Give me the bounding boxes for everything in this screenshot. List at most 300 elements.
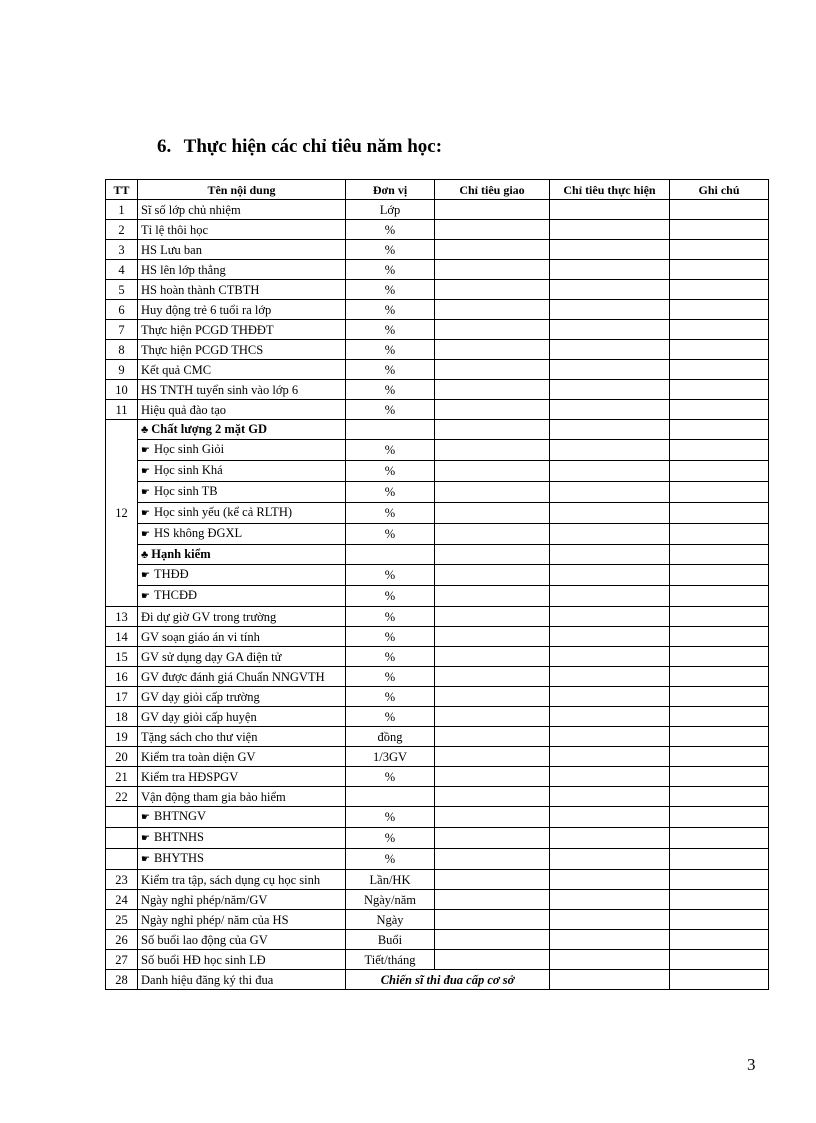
row-unit: % [346, 503, 435, 524]
row-number: 4 [106, 260, 138, 280]
row-name: Đi dự giờ GV trong trường [138, 607, 346, 627]
table-row [106, 545, 769, 565]
pointing-hand-icon: ☛ [141, 445, 150, 456]
actual-cell [550, 849, 670, 870]
note-cell [670, 970, 769, 990]
row-name: GV soạn giáo án vi tính [138, 627, 346, 647]
target-cell [435, 220, 550, 240]
row-number: 27 [106, 950, 138, 970]
target-cell [435, 503, 550, 524]
table-row [106, 380, 769, 400]
note-cell [670, 687, 769, 707]
actual-cell [550, 360, 670, 380]
row-number: 28 [106, 970, 138, 990]
actual-cell [550, 461, 670, 482]
header-target: Chỉ tiêu giao [435, 180, 550, 200]
actual-cell [550, 260, 670, 280]
row-number: 7 [106, 320, 138, 340]
actual-cell [550, 687, 670, 707]
target-cell [435, 647, 550, 667]
actual-cell [550, 950, 670, 970]
target-cell [435, 400, 550, 420]
row-number: 11 [106, 400, 138, 420]
group-title [138, 545, 346, 565]
row-name: Số buổi HĐ học sinh LĐ [138, 950, 346, 970]
actual-cell [550, 970, 670, 990]
table-row [106, 220, 769, 240]
note-cell [670, 667, 769, 687]
row-name: Học sinh yếu (kể cả RLTH) [153, 505, 293, 519]
row-unit: Lần/HK [346, 870, 435, 890]
target-cell [435, 607, 550, 627]
note-cell [670, 767, 769, 787]
note-cell [670, 524, 769, 545]
table-row [106, 461, 769, 482]
section-heading [157, 136, 442, 158]
table-row [106, 400, 769, 420]
note-cell [670, 747, 769, 767]
row-unit: % [346, 461, 435, 482]
note-cell [670, 607, 769, 627]
row-name: Học sinh Khá [153, 463, 223, 477]
actual-cell [550, 503, 670, 524]
actual-cell [550, 627, 670, 647]
actual-cell [550, 280, 670, 300]
note-cell [670, 380, 769, 400]
target-cell [435, 340, 550, 360]
actual-cell [550, 647, 670, 667]
row-unit: % [346, 828, 435, 849]
actual-cell [550, 890, 670, 910]
row-unit: 1/3GV [346, 747, 435, 767]
row-name-cell [138, 849, 346, 870]
row-name: Kiểm tra toàn diện GV [138, 747, 346, 767]
actual-cell [550, 200, 670, 220]
row-unit: % [346, 482, 435, 503]
note-cell [670, 930, 769, 950]
row-number: 21 [106, 767, 138, 787]
group-label: Chất lượng 2 mặt GD [151, 422, 268, 436]
target-cell [435, 627, 550, 647]
section-title: Thực hiện các chỉ tiêu năm học: [183, 136, 443, 157]
row-unit: % [346, 280, 435, 300]
table-row [106, 849, 769, 870]
target-cell [435, 482, 550, 503]
row-name: HS lên lớp thẳng [138, 260, 346, 280]
pointing-hand-icon: ☛ [141, 570, 150, 581]
note-cell [670, 400, 769, 420]
pointing-hand-icon: ☛ [141, 591, 150, 602]
row-number: 2 [106, 220, 138, 240]
row-unit: đồng [346, 727, 435, 747]
table-header-row [106, 180, 769, 200]
target-cell [435, 280, 550, 300]
target-cell [435, 440, 550, 461]
actual-cell [550, 667, 670, 687]
pointing-hand-icon: ☛ [141, 487, 150, 498]
note-cell [670, 440, 769, 461]
row-unit [346, 545, 435, 565]
note-cell [670, 545, 769, 565]
note-cell [670, 787, 769, 807]
target-cell [435, 849, 550, 870]
actual-cell [550, 220, 670, 240]
actual-cell [550, 440, 670, 461]
row-name-cell [138, 565, 346, 586]
row-unit: % [346, 607, 435, 627]
table-row [106, 647, 769, 667]
row-unit: % [346, 340, 435, 360]
row-name: HS không ĐGXL [153, 526, 243, 540]
row-number: 8 [106, 340, 138, 360]
target-cell [435, 910, 550, 930]
actual-cell [550, 380, 670, 400]
table-row [106, 807, 769, 828]
target-cell [435, 240, 550, 260]
row-unit: Tiết/tháng [346, 950, 435, 970]
target-cell [435, 890, 550, 910]
table-row [106, 524, 769, 545]
row-number: 6 [106, 300, 138, 320]
row-unit: % [346, 240, 435, 260]
pointing-hand-icon: ☛ [141, 854, 150, 865]
row-number: 20 [106, 747, 138, 767]
table-row [106, 320, 769, 340]
row-name-cell [138, 503, 346, 524]
actual-cell [550, 910, 670, 930]
table-row [106, 565, 769, 586]
row-name: THĐĐ [153, 567, 189, 581]
row-number: 9 [106, 360, 138, 380]
note-cell [670, 849, 769, 870]
row-name: BHTNGV [153, 809, 207, 823]
note-cell [670, 240, 769, 260]
note-cell [670, 220, 769, 240]
row-unit: % [346, 627, 435, 647]
note-cell [670, 870, 769, 890]
target-cell [435, 320, 550, 340]
row-name: GV dạy giỏi cấp trường [138, 687, 346, 707]
row-unit: % [346, 586, 435, 607]
row-name: Vận động tham gia bảo hiểm [138, 787, 346, 807]
target-cell [435, 420, 550, 440]
club-icon: ♣ [141, 549, 149, 561]
table-row [106, 870, 769, 890]
row-name: Số buổi lao động của GV [138, 930, 346, 950]
note-cell [670, 300, 769, 320]
target-cell [435, 747, 550, 767]
target-cell [435, 787, 550, 807]
row-number: 10 [106, 380, 138, 400]
target-cell [435, 380, 550, 400]
row-number: 24 [106, 890, 138, 910]
table-row [106, 482, 769, 503]
table-row [106, 340, 769, 360]
note-cell [670, 647, 769, 667]
row-unit: % [346, 565, 435, 586]
note-cell [670, 503, 769, 524]
target-cell [435, 930, 550, 950]
row-unit: % [346, 707, 435, 727]
target-cell [435, 300, 550, 320]
target-cell [435, 707, 550, 727]
row-number [106, 849, 138, 870]
target-cell [435, 667, 550, 687]
row-name: HS TNTH tuyển sinh vào lớp 6 [138, 380, 346, 400]
club-icon: ♣ [141, 424, 149, 436]
note-cell [670, 890, 769, 910]
row-unit: Ngày/năm [346, 890, 435, 910]
note-cell [670, 200, 769, 220]
table-row [106, 767, 769, 787]
note-cell [670, 260, 769, 280]
note-cell [670, 586, 769, 607]
row-name: Ngày nghỉ phép/ năm của HS [138, 910, 346, 930]
group-label: Hạnh kiểm [151, 547, 211, 561]
note-cell [670, 360, 769, 380]
actual-cell [550, 586, 670, 607]
actual-cell [550, 747, 670, 767]
section-number: 6. [157, 136, 172, 157]
table-row [106, 280, 769, 300]
row-name: GV sử dụng dạy GA điện tử [138, 647, 346, 667]
target-cell [435, 461, 550, 482]
row-number: 26 [106, 930, 138, 950]
row-name: Kiểm tra tập, sách dụng cụ học sinh [138, 870, 346, 890]
row-unit: % [346, 767, 435, 787]
row-name: HS Lưu ban [138, 240, 346, 260]
table-row [106, 930, 769, 950]
actual-cell [550, 607, 670, 627]
row-name: Hiệu quả đào tạo [138, 400, 346, 420]
row-unit: % [346, 380, 435, 400]
table-row [106, 707, 769, 727]
table-row [106, 787, 769, 807]
actual-cell [550, 930, 670, 950]
row-name: GV dạy giỏi cấp huyện [138, 707, 346, 727]
row-name: Ngày nghỉ phép/năm/GV [138, 890, 346, 910]
target-cell [435, 767, 550, 787]
table-row [106, 607, 769, 627]
row-unit: % [346, 300, 435, 320]
table-row [106, 950, 769, 970]
row-name-cell [138, 586, 346, 607]
actual-cell [550, 767, 670, 787]
actual-cell [550, 340, 670, 360]
row-name: Học sinh Giỏi [153, 442, 225, 456]
row-unit: % [346, 440, 435, 461]
actual-cell [550, 240, 670, 260]
note-cell [670, 565, 769, 586]
actual-cell [550, 870, 670, 890]
row-number: 15 [106, 647, 138, 667]
table-row [106, 360, 769, 380]
pointing-hand-icon: ☛ [141, 529, 150, 540]
row-name: Kết quả CMC [138, 360, 346, 380]
emulation-title: Chiến sĩ thi đua cấp cơ sở [346, 970, 550, 990]
note-cell [670, 482, 769, 503]
target-cell [435, 200, 550, 220]
row-unit: % [346, 360, 435, 380]
table-body [106, 200, 769, 990]
row-unit: % [346, 524, 435, 545]
row-name-cell [138, 524, 346, 545]
pointing-hand-icon: ☛ [141, 812, 150, 823]
header-note: Ghi chú [670, 180, 769, 200]
row-name-cell [138, 828, 346, 849]
table-row [106, 910, 769, 930]
row-name: Thực hiện PCGD THĐĐT [138, 320, 346, 340]
actual-cell [550, 828, 670, 849]
target-cell [435, 360, 550, 380]
row-unit: % [346, 807, 435, 828]
page-number: 3 [747, 1055, 756, 1074]
table-row [106, 747, 769, 767]
note-cell [670, 807, 769, 828]
row-unit: % [346, 320, 435, 340]
table-row [106, 420, 769, 440]
row-name: BHYTHS [153, 851, 204, 865]
actual-cell [550, 707, 670, 727]
actual-cell [550, 565, 670, 586]
note-cell [670, 320, 769, 340]
row-name: GV được đánh giá Chuẩn NNGVTH [138, 667, 346, 687]
table-row [106, 627, 769, 647]
target-cell [435, 545, 550, 565]
note-cell [670, 461, 769, 482]
row-unit: % [346, 400, 435, 420]
actual-cell [550, 787, 670, 807]
actual-cell [550, 524, 670, 545]
row-name: Kiểm tra HĐSPGV [138, 767, 346, 787]
row-number: 1 [106, 200, 138, 220]
row-unit: Buổi [346, 930, 435, 950]
row-unit: % [346, 687, 435, 707]
row-unit: Lớp [346, 200, 435, 220]
header-tt: TT [106, 180, 138, 200]
row-number: 16 [106, 667, 138, 687]
row-unit: Ngày [346, 910, 435, 930]
actual-cell [550, 482, 670, 503]
row-unit: % [346, 849, 435, 870]
header-unit: Đơn vị [346, 180, 435, 200]
target-cell [435, 586, 550, 607]
row-unit: % [346, 667, 435, 687]
actual-cell [550, 400, 670, 420]
target-cell [435, 828, 550, 849]
header-actual: Chỉ tiêu thực hiện [550, 180, 670, 200]
table-row [106, 200, 769, 220]
table-row [106, 440, 769, 461]
row-number: 3 [106, 240, 138, 260]
target-cell [435, 260, 550, 280]
row-number: 25 [106, 910, 138, 930]
row-number: 19 [106, 727, 138, 747]
row-name: Tỉ lệ thôi học [138, 220, 346, 240]
row-number: 23 [106, 870, 138, 890]
table-row [106, 828, 769, 849]
table-row [106, 240, 769, 260]
actual-cell [550, 545, 670, 565]
note-cell [670, 727, 769, 747]
row-name: Sĩ số lớp chủ nhiệm [138, 200, 346, 220]
table-row [106, 503, 769, 524]
row-unit: % [346, 647, 435, 667]
row-name-cell [138, 482, 346, 503]
row-name-cell [138, 461, 346, 482]
group-title [138, 420, 346, 440]
target-cell [435, 687, 550, 707]
row-name-cell [138, 440, 346, 461]
table-row [106, 260, 769, 280]
note-cell [670, 707, 769, 727]
table-row [106, 300, 769, 320]
row-number: 12 [106, 420, 138, 607]
note-cell [670, 910, 769, 930]
note-cell [670, 280, 769, 300]
header-name: Tên nội dung [138, 180, 346, 200]
target-cell [435, 807, 550, 828]
actual-cell [550, 420, 670, 440]
pointing-hand-icon: ☛ [141, 466, 150, 477]
target-cell [435, 565, 550, 586]
row-name: Tặng sách cho thư viện [138, 727, 346, 747]
row-name: Huy động trẻ 6 tuổi ra lớp [138, 300, 346, 320]
note-cell [670, 627, 769, 647]
row-name: BHTNHS [153, 830, 204, 844]
row-name: THCĐĐ [153, 588, 198, 602]
row-number: 18 [106, 707, 138, 727]
row-name: Danh hiệu đăng ký thi đua [138, 970, 346, 990]
row-name-cell [138, 807, 346, 828]
actual-cell [550, 300, 670, 320]
actual-cell [550, 727, 670, 747]
note-cell [670, 420, 769, 440]
pointing-hand-icon: ☛ [141, 833, 150, 844]
note-cell [670, 828, 769, 849]
note-cell [670, 340, 769, 360]
row-number [106, 807, 138, 828]
row-unit: % [346, 260, 435, 280]
row-number: 14 [106, 627, 138, 647]
target-cell [435, 870, 550, 890]
actual-cell [550, 807, 670, 828]
row-name: HS hoàn thành CTBTH [138, 280, 346, 300]
row-number: 13 [106, 607, 138, 627]
table-row [106, 890, 769, 910]
table-row [106, 687, 769, 707]
row-unit [346, 787, 435, 807]
actual-cell [550, 320, 670, 340]
pointing-hand-icon: ☛ [141, 508, 150, 519]
note-cell [670, 950, 769, 970]
row-number: 17 [106, 687, 138, 707]
row-unit [346, 420, 435, 440]
row-name: Thực hiện PCGD THCS [138, 340, 346, 360]
row-number: 22 [106, 787, 138, 807]
targets-table [105, 179, 769, 990]
table-row [106, 667, 769, 687]
row-number [106, 828, 138, 849]
target-cell [435, 950, 550, 970]
target-cell [435, 727, 550, 747]
table-row [106, 970, 769, 990]
row-name: Học sinh TB [153, 484, 218, 498]
target-cell [435, 524, 550, 545]
row-unit: % [346, 220, 435, 240]
row-number: 5 [106, 280, 138, 300]
table-row [106, 586, 769, 607]
